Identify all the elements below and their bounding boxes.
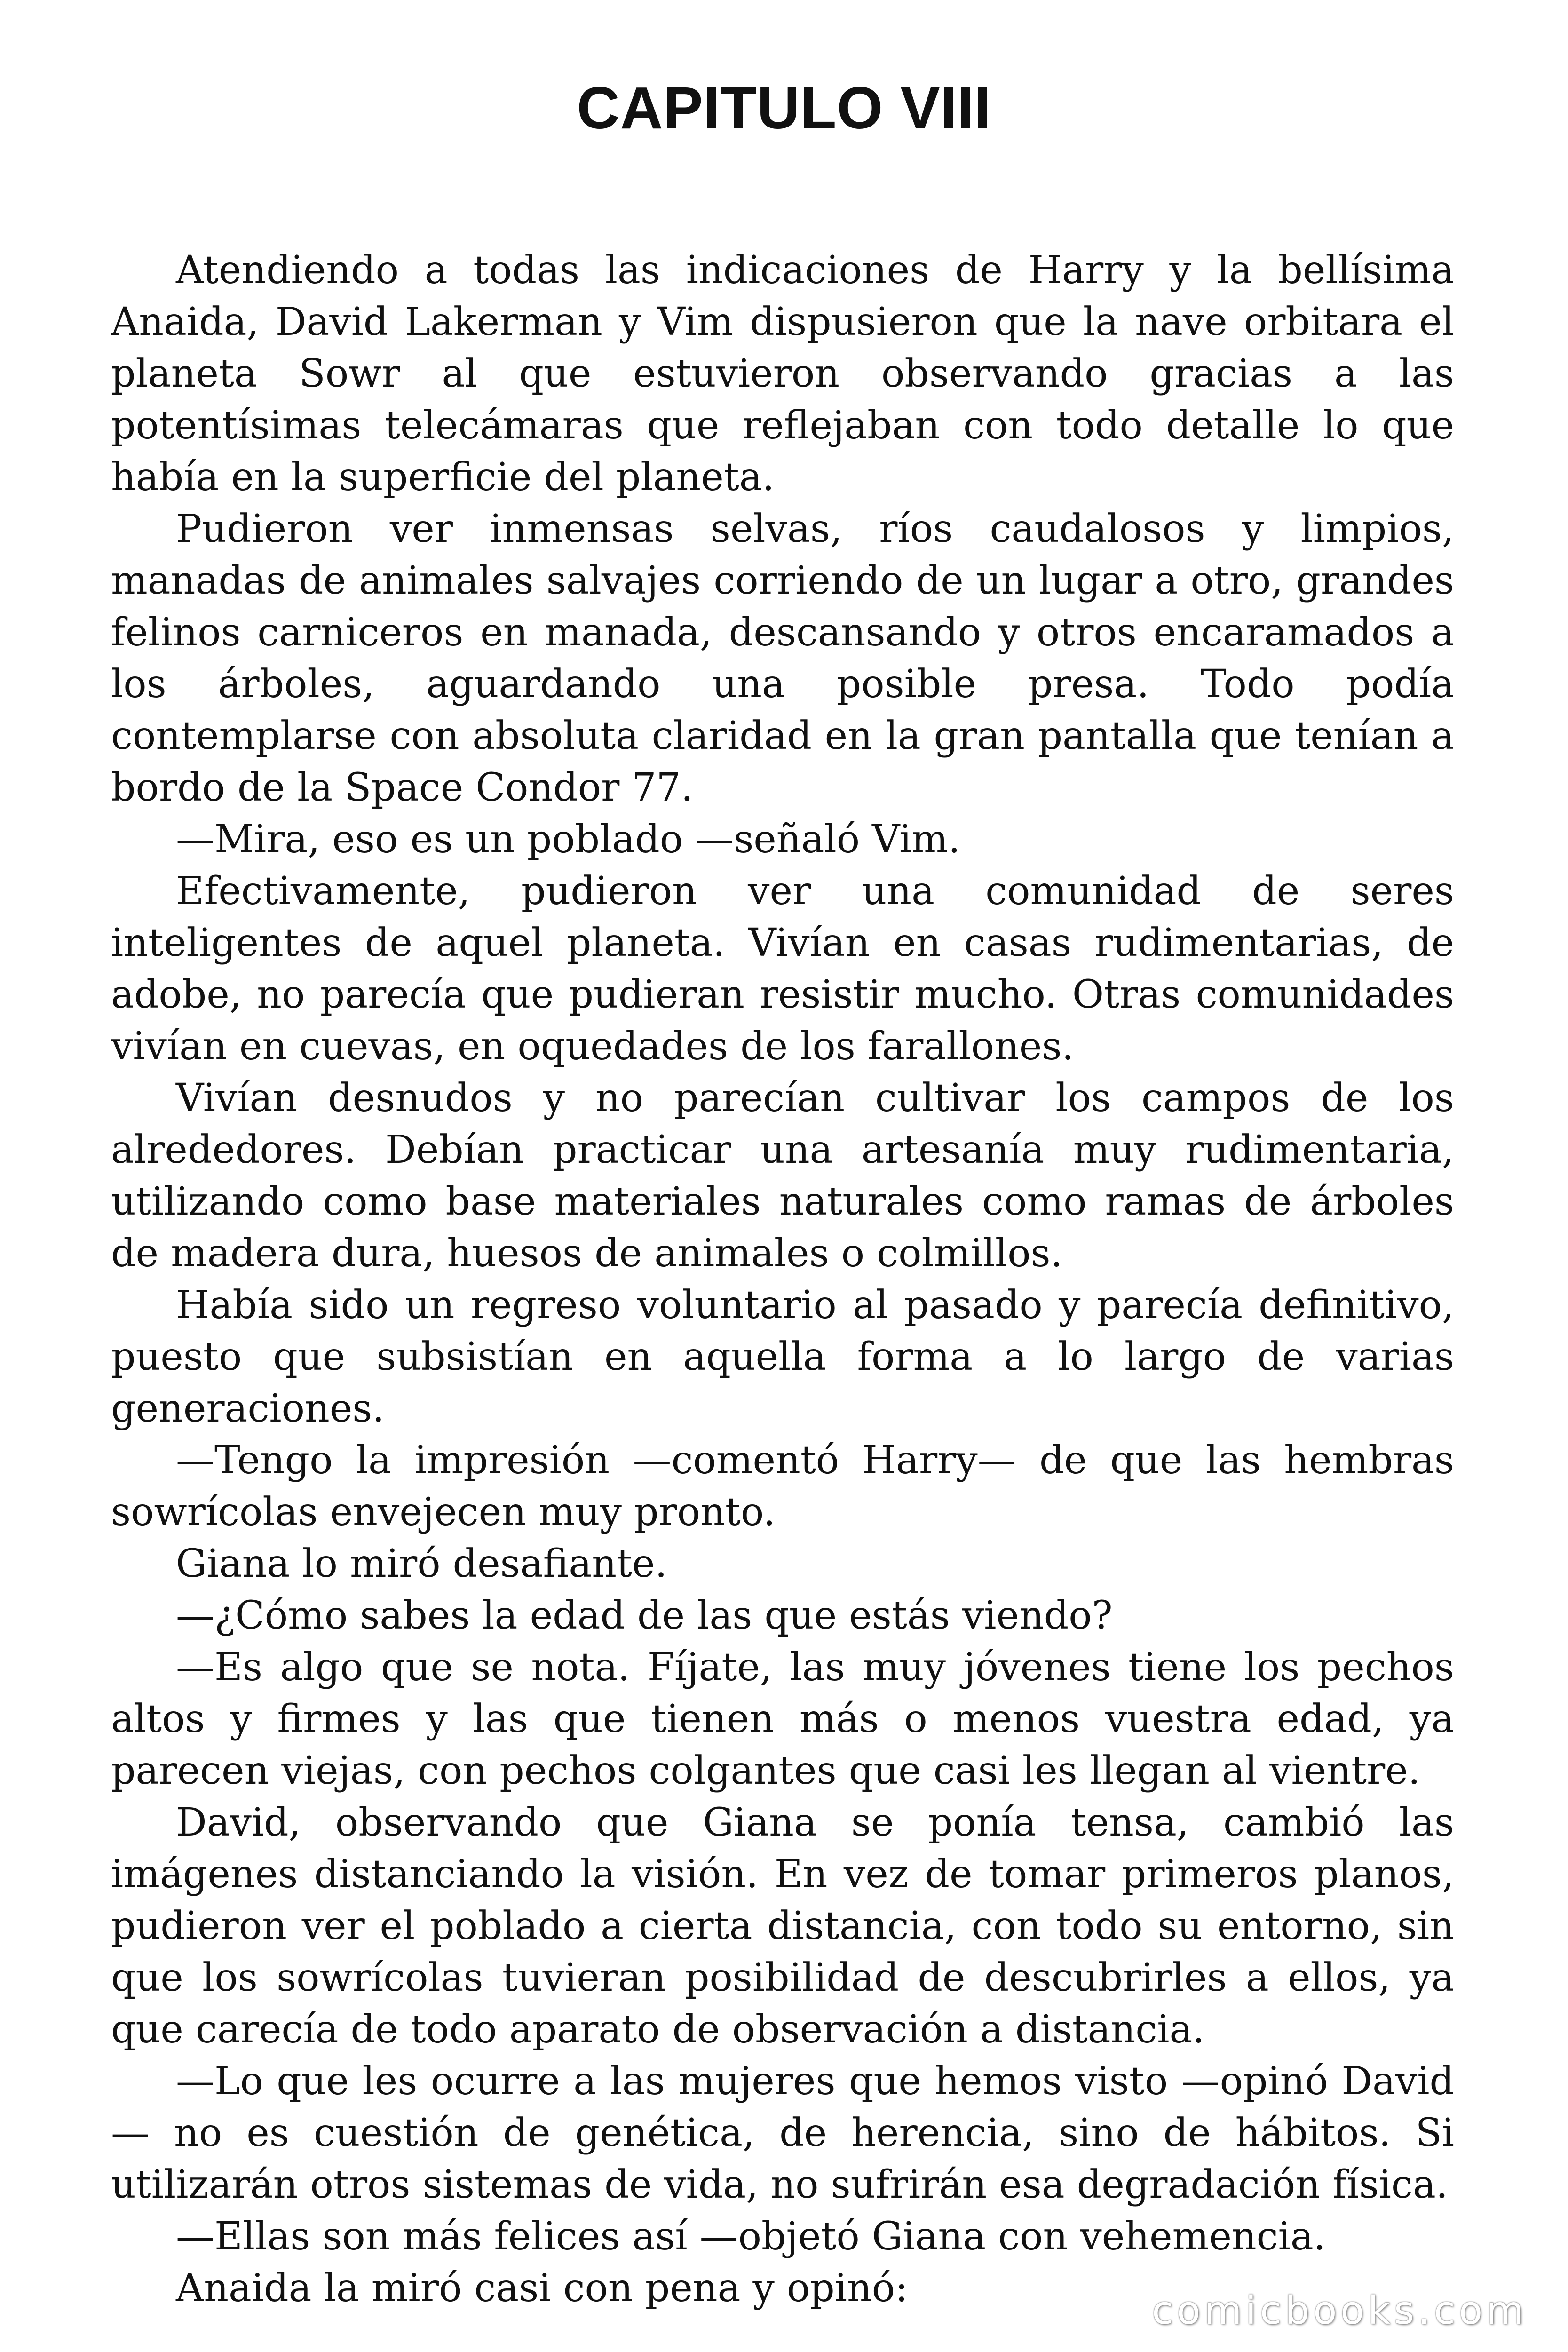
paragraph: Vivían desnudos y no parecían cultivar los campos de los alrededores. Debían practicar una artesanía muy rudimentaria, utilizando como base materiales naturales como ramas de árboles de madera dura, huesos de animales o colmillos. — [111, 1076, 1454, 1276]
paragraph: Giana lo miró desafiante. — [176, 1542, 667, 1586]
paragraph: —Ellas son más felices así —objetó Giana con vehemencia. — [176, 2214, 1326, 2259]
chapter-title: CAPITULO VIII — [577, 75, 991, 141]
paragraph: —Tengo la impresión —comentó Harry— de que las hembras sowrícolas envejecen muy pronto. — [111, 1438, 1454, 1534]
paragraph: Anaida la miró casi con pena y opinó: — [176, 2266, 908, 2311]
chapter-body — [111, 245, 1454, 2314]
paragraph: Había sido un regreso voluntario al pasado y parecía definitivo, puesto que subsistían en aquella forma a lo largo de varias generaciones. — [111, 1283, 1454, 1431]
watermark: comicbooks.com — [1152, 2288, 1528, 2333]
paragraph: David, observando que Giana se ponía tensa, cambió las imágenes distanciando la visión. En vez de tomar primeros planos, pudieron ver el poblado a cierta distancia, con todo su entorno, sin que los sowrícolas tuvieran posibilidad de descubrirles a ellos, ya que carecía de todo aparato de observación a distancia. — [111, 1800, 1454, 2052]
paragraph: Efectivamente, pudieron ver una comunidad de seres inteligentes de aquel planeta. Vivían en casas rudimentarias, de adobe, no parecía que pudieran resistir mucho. Otras comunidades vivían en cuevas, en oquedades de los farallones. — [111, 869, 1454, 1069]
paragraph: Pudieron ver inmensas selvas, ríos caudalosos y limpios, manadas de animales salvajes corriendo de un lugar a otro, grandes felinos carniceros en manada, descansando y otros encaramados a los árboles, aguardando una posible presa. Todo podía contemplarse con absoluta claridad en la gran pantalla que tenían a bordo de la Space Condor 77. — [111, 507, 1454, 810]
paragraph: —Es algo que se nota. Fíjate, las muy jóvenes tiene los pechos altos y firmes y las que tienen más o menos vuestra edad, ya parecen viejas, con pechos colgantes que casi les llegan al vientre. — [111, 1645, 1454, 1793]
paragraph: —Mira, eso es un poblado —señaló Vim. — [176, 817, 960, 862]
paragraph: Atendiendo a todas las indicaciones de Harry y la bellísima Anaida, David Lakerman y Vim dispusieron que la nave orbitara el planeta Sowr al que estuvieron observando gracias a las potentísimas telecámaras que reflejaban con todo detalle lo que había en la superficie del planeta. — [111, 248, 1454, 500]
paragraph: —Lo que les ocurre a las mujeres que hemos visto —opinó David — no es cuestión de genética, de herencia, sino de hábitos. Si utilizarán otros sistemas de vida, no sufrirán esa degradación física. — [111, 2059, 1454, 2207]
paragraph: —¿Cómo sabes la edad de las que estás viendo? — [176, 1593, 1113, 1638]
